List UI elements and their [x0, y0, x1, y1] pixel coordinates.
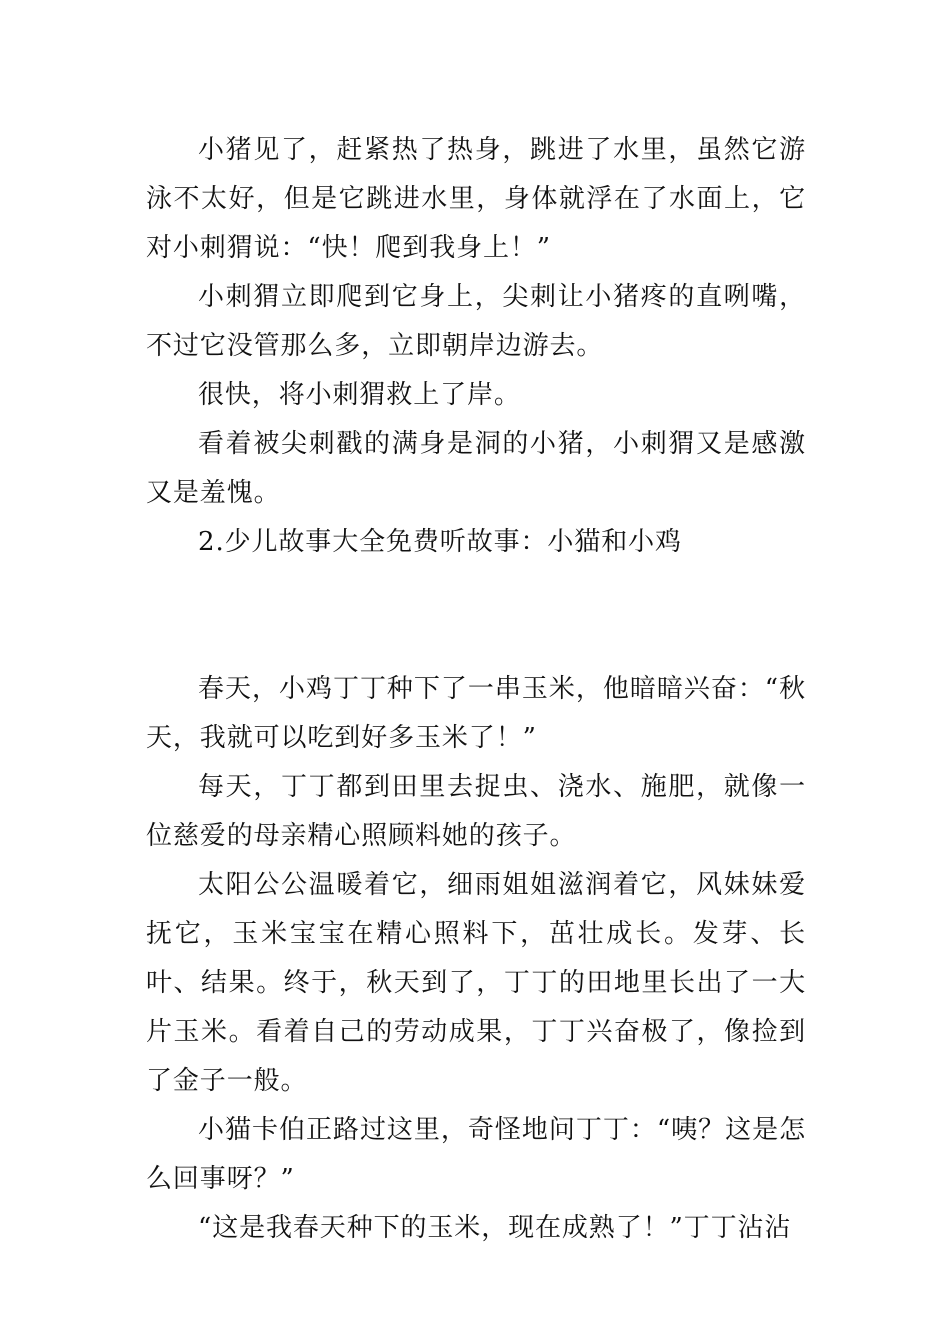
paragraph-chick-answers: “这是我春天种下的玉米，现在成熟了！”丁丁沾沾 — [198, 1213, 792, 1243]
paragraph-hedgehog-climbs: 小刺猬立即爬到它身上，尖刺让小猪疼的直咧嘴，不过它没管那么多，立即朝岸边游去。 — [146, 282, 806, 361]
paragraph-daily-care: 每天，丁丁都到田里去捉虫、浇水、施肥，就像一位慈爱的母亲精心照顾料她的孩子。 — [146, 772, 806, 851]
section-spacer — [146, 567, 806, 665]
paragraph-spring-planting: 春天，小鸡丁丁种下了一串玉米，他暗暗兴奋：“秋天，我就可以吃到好多玉米了！” — [146, 674, 806, 753]
paragraph-rescued: 很快，将小刺猬救上了岸。 — [198, 380, 521, 410]
document-body — [146, 126, 806, 1253]
paragraph-kitten-asks: 小猫卡伯正路过这里，奇怪地问丁丁：“咦？这是怎么回事呀？” — [146, 1115, 806, 1194]
paragraph-harvest: 太阳公公温暖着它，细雨姐姐滋润着它，风妹妹爱抚它，玉米宝宝在精心照料下，茁壮成长。发芽、长叶、结果。终于，秋天到了，丁丁的田地里长出了一大片玉米。看着自己的劳动成果，丁丁兴奋极了，像捡到了金子一般。 — [146, 870, 806, 1096]
paragraph-grateful: 看着被尖刺戳的满身是洞的小猪，小刺猬又是感激又是羞愧。 — [146, 429, 806, 508]
section-heading: 2.少儿故事大全免费听故事：小猫和小鸡 — [198, 527, 682, 557]
paragraph-piglet-jumps: 小猪见了，赶紧热了热身，跳进了水里，虽然它游泳不太好，但是它跳进水里，身体就浮在了水面上，它对小刺猬说：“快！爬到我身上！” — [146, 135, 806, 263]
